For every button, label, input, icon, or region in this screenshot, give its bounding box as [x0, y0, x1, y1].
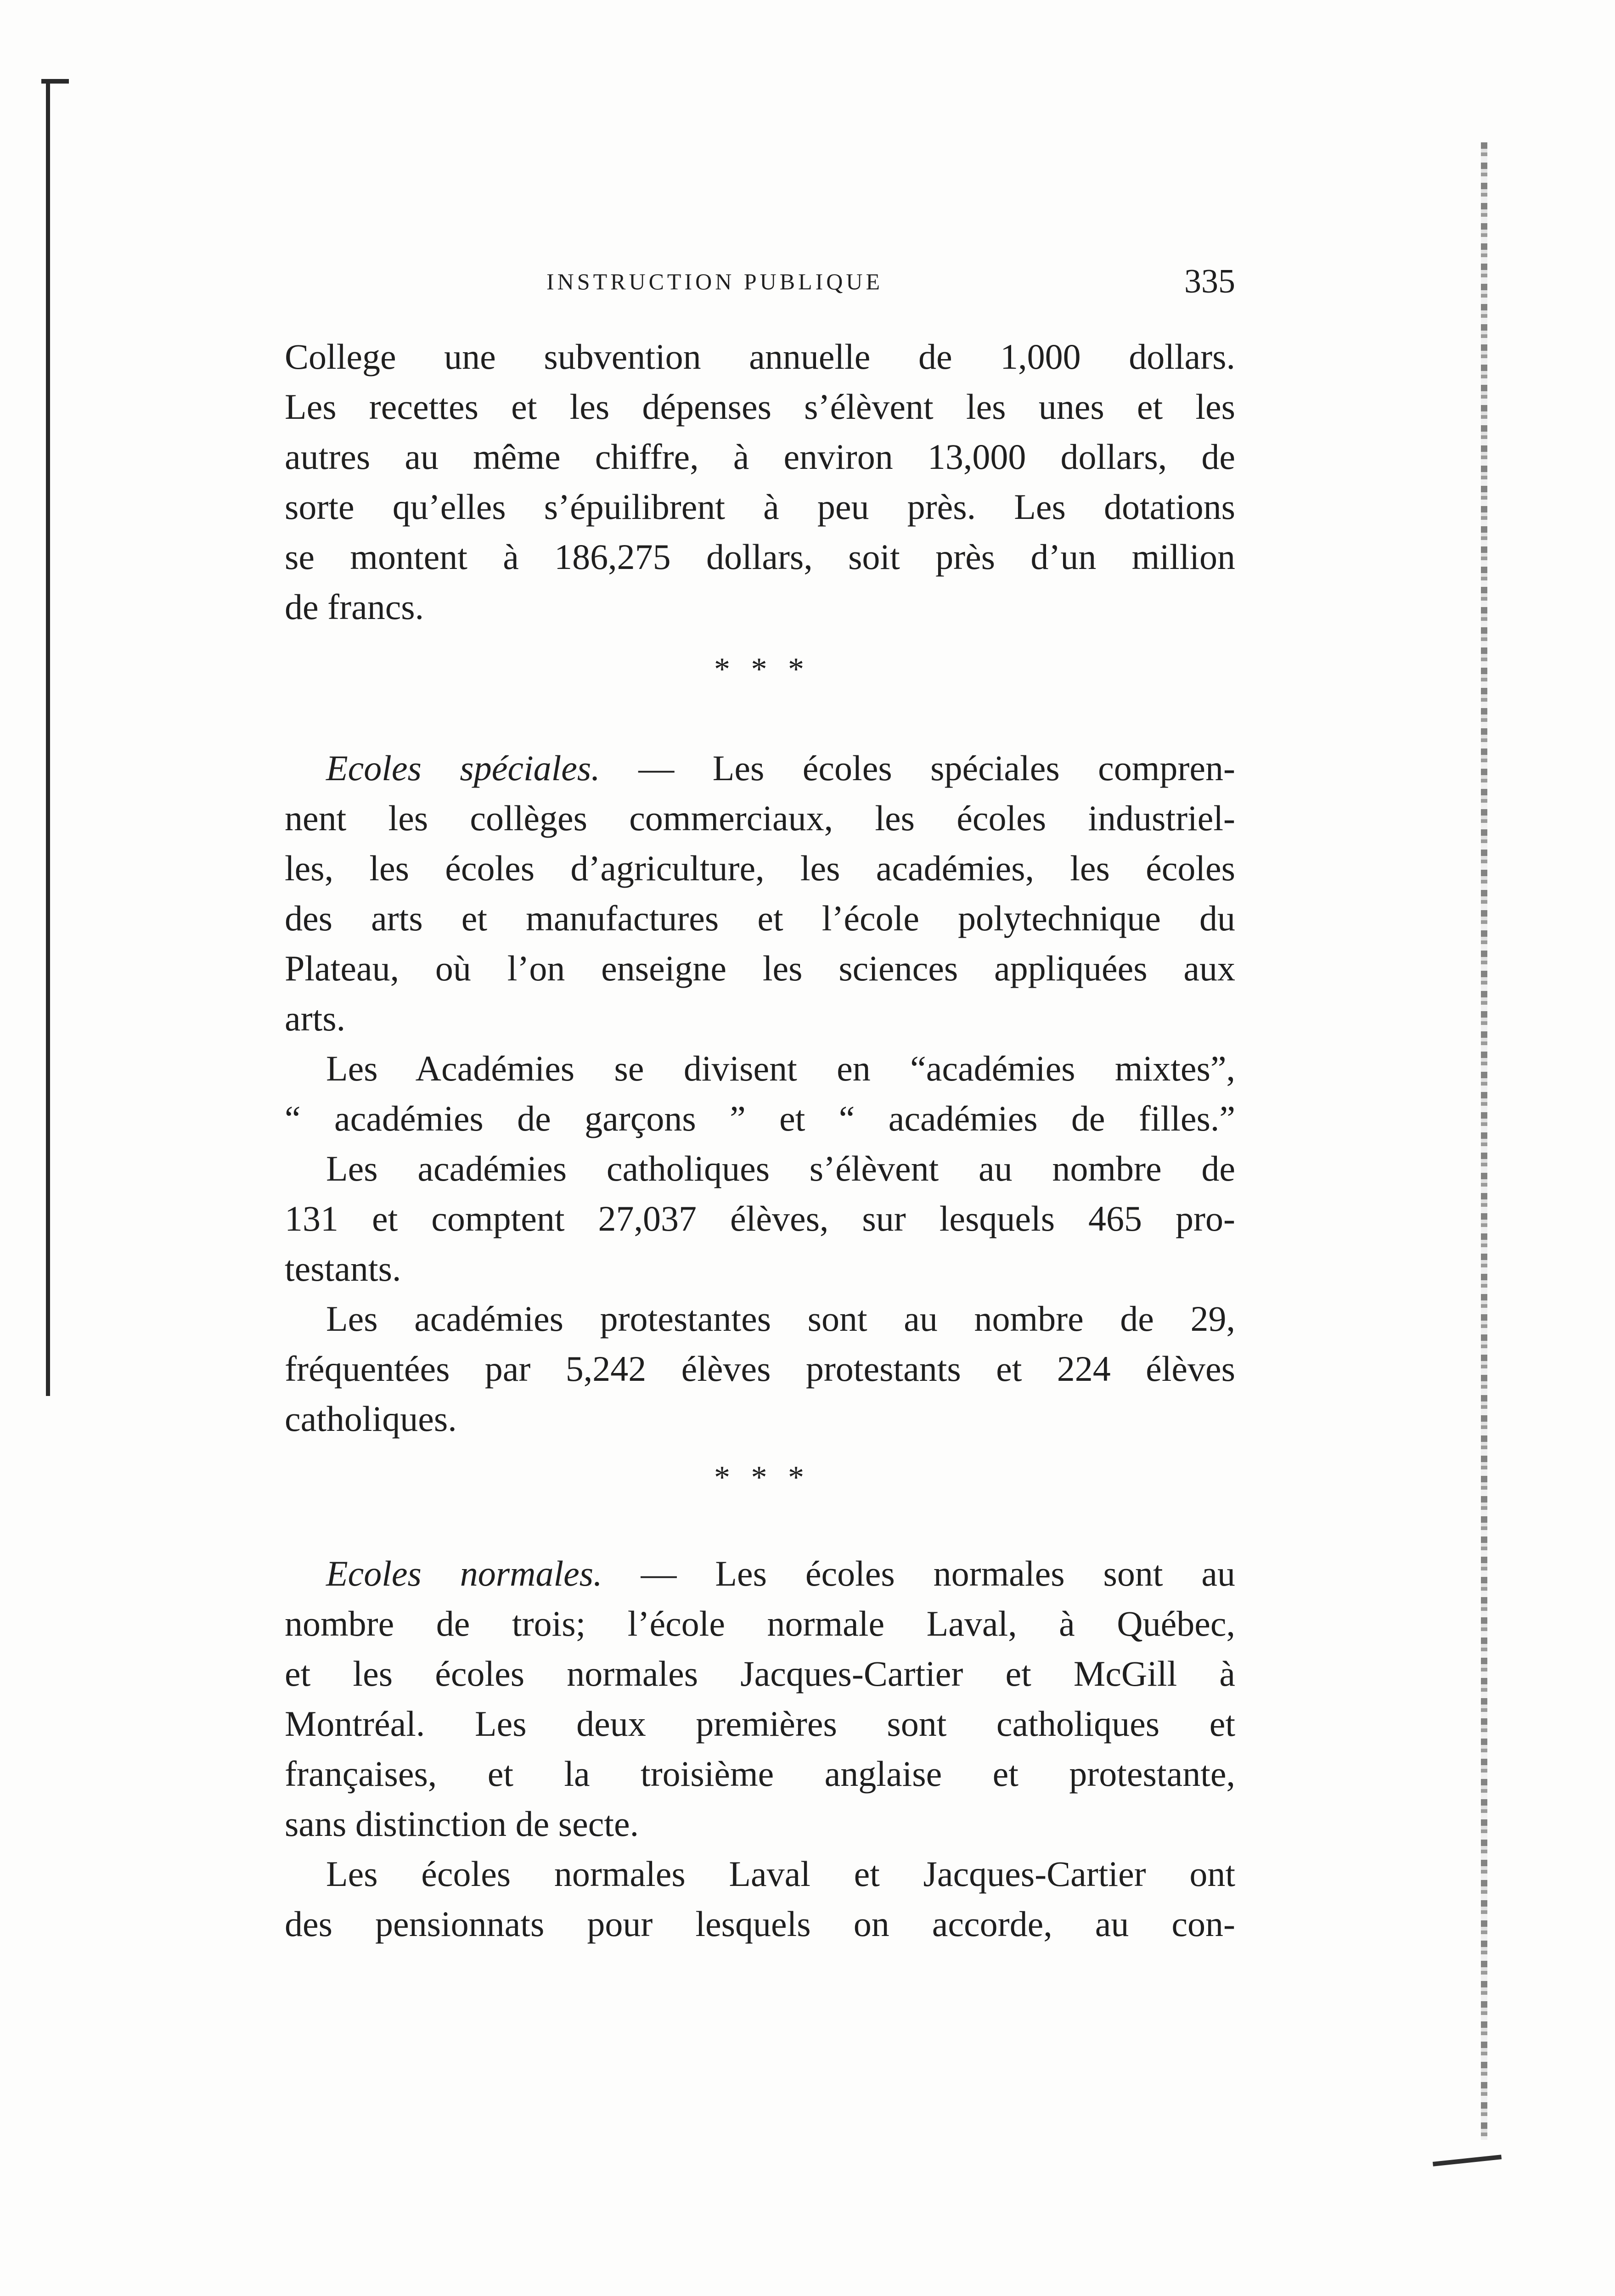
section-heading: Ecoles spéciales.	[326, 748, 600, 788]
scan-edge-mark	[41, 79, 69, 84]
text-line: des arts et manufactures et l’école polytechnique du	[285, 898, 1235, 938]
section-ecoles-speciales	[285, 743, 1235, 1444]
text-line: Les écoles normales Laval et Jacques-Cartier ont	[326, 1854, 1235, 1894]
section-ecoles-normales	[285, 1548, 1235, 1949]
text-line	[285, 743, 1235, 793]
text-line: des pensionnats pour lesquels on accorde, au con-	[285, 1904, 1235, 1944]
section-heading: Ecoles normales.	[326, 1553, 602, 1593]
text-line-rest: — Les écoles spéciales compren-	[600, 748, 1235, 788]
text-line: de francs.	[285, 587, 424, 627]
text-line: sorte qu’elles s’épuilibrent à peu près. Les dotations	[285, 487, 1235, 527]
text-line: Montréal. Les deux premières sont catholiques et	[285, 1704, 1235, 1744]
text-line: nent les collèges commerciaux, les écoles industriel-	[285, 798, 1235, 838]
text-line-rest: — Les écoles normales sont au	[602, 1553, 1235, 1593]
text-line: “ académies de garçons ” et “ académies de filles.”	[285, 1098, 1235, 1138]
text-line: Les Académies se divisent en “académies mixtes”,	[326, 1048, 1235, 1088]
text-line: les, les écoles d’agriculture, les académies, les écoles	[285, 848, 1235, 888]
text-line: autres au même chiffre, à environ 13,000 dollars, de	[285, 437, 1235, 477]
running-head-title: INSTRUCTION PUBLIQUE	[546, 269, 883, 294]
text-line: Les académies catholiques s’élèvent au nombre de	[326, 1148, 1235, 1188]
running-head	[285, 261, 1235, 302]
text-line: sans distinction de secte.	[285, 1804, 639, 1844]
text-line: se montent à 186,275 dollars, soit près d’un million	[285, 537, 1235, 577]
text-line: nombre de trois; l’école normale Laval, à Québec,	[285, 1604, 1235, 1643]
scan-edge-mark	[1481, 142, 1487, 2140]
text-line: Plateau, où l’on enseigne les sciences appliquées aux	[285, 948, 1235, 988]
text-line: Les recettes et les dépenses s’élèvent les unes et les	[285, 387, 1235, 427]
text-line	[285, 1548, 1235, 1598]
text-line: catholiques.	[285, 1399, 457, 1439]
page-number: 335	[1184, 263, 1235, 300]
section-separator: * * *	[714, 652, 810, 687]
paragraph-block	[285, 332, 1235, 632]
text-line: fréquentées par 5,242 élèves protestants et 224 élèves	[285, 1349, 1235, 1389]
scan-edge-mark	[1433, 2155, 1502, 2167]
scan-edge-mark	[46, 83, 50, 1396]
text-line: et les écoles normales Jacques-Cartier et McGill à	[285, 1654, 1235, 1694]
text-line: testants.	[285, 1249, 401, 1289]
text-line: Les académies protestantes sont au nombre de 29,	[326, 1299, 1235, 1339]
text-line: françaises, et la troisième anglaise et protestante,	[285, 1754, 1235, 1794]
text-line: arts.	[285, 998, 346, 1038]
section-separator: * * *	[714, 1460, 810, 1495]
text-line: College une subvention annuelle de 1,000 dollars.	[285, 337, 1235, 377]
text-line: 131 et comptent 27,037 élèves, sur lesquels 465 pro-	[285, 1199, 1235, 1238]
